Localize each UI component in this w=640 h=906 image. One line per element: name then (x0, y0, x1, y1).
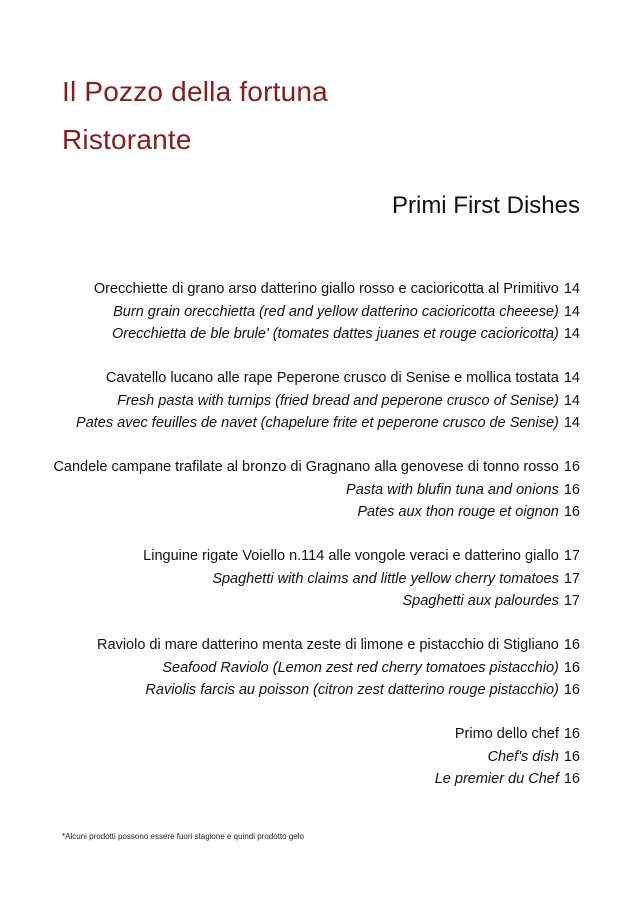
dish-price: 16 (563, 459, 580, 475)
menu-item (94, 278, 580, 346)
dish-name-french: Spaghetti aux palourdes 17 (143, 590, 580, 613)
dish-price: 16 (563, 726, 580, 742)
dish-price: 14 (563, 281, 580, 297)
dish-name-english: Seafood Raviolo (Lemon zest red cherry tomatoes pistacchio) 16 (97, 657, 580, 680)
dish-price: 14 (563, 326, 580, 342)
dish-price: 16 (563, 637, 580, 653)
dish-name-french: Pates aux thon rouge et oignon 16 (53, 501, 580, 524)
dish-name-italian: Linguine rigate Voiello n.114 alle vongole veraci e datterino giallo 17 (143, 545, 580, 568)
menu-item (53, 456, 580, 524)
restaurant-subtitle: Ristorante (62, 124, 192, 155)
dish-price: 17 (563, 570, 580, 587)
dish-name-french: Orecchietta de ble brule' (tomates dattes juanes et rouge cacioricotta) 14 (94, 323, 580, 346)
dish-name-english: Pasta with blufin tuna and onions 16 (53, 479, 580, 502)
restaurant-name: Il Pozzo della fortuna (62, 76, 328, 107)
dish-price: 16 (563, 682, 580, 698)
dish-name-english: Chef's dish 16 (435, 746, 580, 769)
menu-item (143, 545, 580, 613)
dish-price: 16 (563, 481, 580, 498)
dish-price: 14 (563, 392, 580, 409)
dish-price: 16 (563, 504, 580, 520)
dish-name-english: Fresh pasta with turnips (fried bread and peperone crusco of Senise) 14 (76, 390, 580, 413)
dish-name-french: Pates avec feuilles de navet (chapelure frite et peperone crusco de Senise) 14 (76, 412, 580, 435)
footnote: *Alcuni prodotti possono essere fuori stagione e quindi prodotto gelo (62, 832, 304, 841)
dish-price: 16 (563, 771, 580, 787)
dish-price: 17 (563, 548, 580, 564)
dish-price: 14 (563, 415, 580, 431)
dish-price: 17 (563, 593, 580, 609)
dish-price: 16 (563, 659, 580, 676)
dish-price: 14 (563, 370, 580, 386)
dish-name-italian: Cavatello lucano alle rape Peperone crusco di Senise e mollica tostata 14 (76, 367, 580, 390)
menu-item (97, 634, 580, 702)
menu-item (76, 367, 580, 435)
dish-name-french: Raviolis farcis au poisson (citron zest datterino rouge pistacchio) 16 (97, 679, 580, 702)
menu-item (435, 723, 580, 791)
dish-name-italian: Raviolo di mare datterino menta zeste di limone e pistacchio di Stigliano 16 (97, 634, 580, 657)
dish-name-english: Burn grain orecchietta (red and yellow datterino cacioricotta cheeese) 14 (94, 301, 580, 324)
dish-price: 14 (563, 303, 580, 320)
dish-name-italian: Orecchiette di grano arso datterino giallo rosso e cacioricotta al Primitivo 14 (94, 278, 580, 301)
dish-price: 16 (563, 748, 580, 765)
dish-name-french: Le premier du Chef 16 (435, 768, 580, 791)
section-heading: Primi First Dishes (391, 192, 580, 219)
dish-name-english: Spaghetti with claims and little yellow cherry tomatoes 17 (143, 568, 580, 591)
dish-name-italian: Candele campane trafilate al bronzo di Gragnano alla genovese di tonno rosso 16 (53, 456, 580, 479)
dish-name-italian: Primo dello chef 16 (435, 723, 580, 746)
